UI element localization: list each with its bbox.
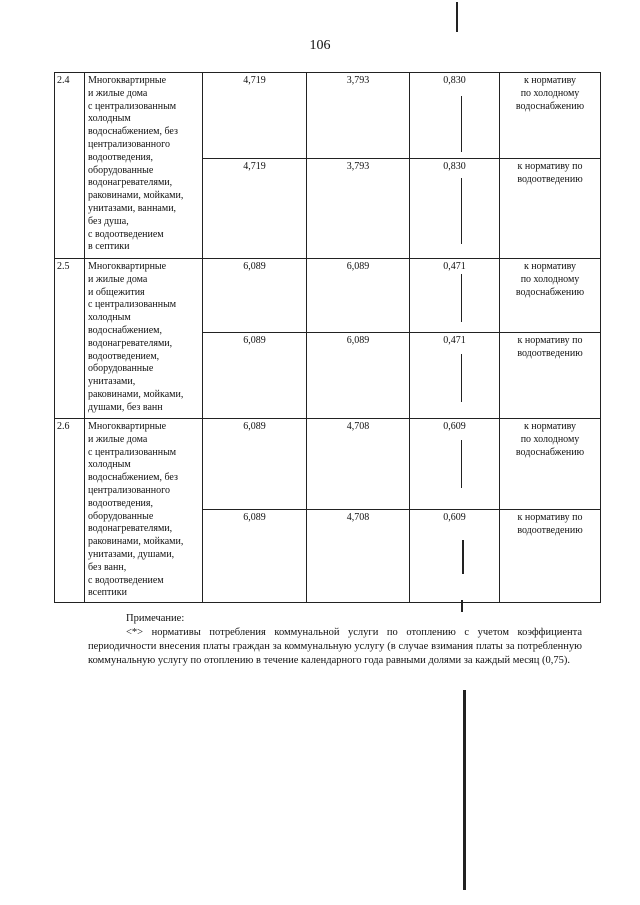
value-cell: 6,089: [203, 259, 307, 333]
page-number: 106: [309, 38, 331, 53]
scan-streak: [456, 2, 458, 32]
basis-cell: [500, 510, 601, 603]
table-row: [55, 259, 601, 333]
scan-streak: [461, 274, 462, 322]
norms-table: [54, 72, 601, 603]
row-number: 2.4: [55, 73, 85, 259]
scan-streak: [461, 440, 462, 488]
value-cell: 6,089: [203, 333, 307, 419]
note-text: <*> нормативы потребления коммунальной услуги по отоплению с учетом коэффициента периодичности внесения платы граждан за коммунальную услугу (в случае взимания платы за потребленную коммунальную услугу по отоплению в течение календарного года равными долями за каждый месяц (0,75).: [88, 627, 582, 666]
basis-text: к нормативу по водоотведению: [517, 161, 583, 185]
value-cell: 6,089: [307, 333, 410, 419]
basis-cell: [500, 333, 601, 419]
basis-text: к нормативу по водоотведению: [517, 512, 583, 536]
basis-cell: [500, 259, 601, 333]
row-description: [85, 259, 203, 419]
basis-cell: [500, 419, 601, 510]
value-cell: 6,089: [203, 419, 307, 510]
row-description: [85, 419, 203, 603]
row-number: 2.5: [55, 259, 85, 419]
description-text: Многоквартирные и жилые дома с централизованным холодным водоснабжением, без централизованного водоотведения, оборудованные водонагревателями, раковинами, мойками, унитазами, душами, без ванн, с водоотведением всептики: [88, 421, 184, 599]
value-cell: 6,089: [307, 259, 410, 333]
value-cell: 0,471: [410, 259, 500, 333]
value-cell: 3,793: [307, 73, 410, 159]
note-title: Примечание:: [126, 613, 185, 624]
description-text: Многоквартирные и жилые дома с централизованным холодным водоснабжением, без централизованного водоотведения, оборудованные водонагревателями, раковинами, мойками, унитазами, ваннами, без душа, с водоотведением в септики: [88, 75, 184, 253]
value-cell: 4,719: [203, 73, 307, 159]
scan-streak: [461, 354, 462, 402]
scan-streak: [461, 178, 462, 244]
value-cell: 0,609: [410, 419, 500, 510]
basis-text: к нормативу по холодному водоснабжению: [515, 421, 585, 458]
value-cell: 3,793: [307, 159, 410, 259]
basis-text: к нормативу по холодному водоснабжению: [515, 261, 585, 298]
basis-text: к нормативу по холодному водоснабжению: [515, 75, 585, 112]
value-cell: 4,719: [203, 159, 307, 259]
table-row: [55, 73, 601, 159]
value-cell: 6,089: [203, 510, 307, 603]
value-cell: 4,708: [307, 419, 410, 510]
scan-streak: [462, 540, 464, 574]
notes-section: [88, 612, 582, 668]
scan-streak: [463, 690, 466, 890]
value-cell: 0,830: [410, 159, 500, 259]
scan-streak: [461, 600, 463, 612]
value-cell: 4,708: [307, 510, 410, 603]
basis-cell: [500, 73, 601, 159]
table-row: [55, 419, 601, 510]
scan-streak: [461, 96, 462, 152]
row-description: [85, 73, 203, 259]
description-text: Многоквартирные и жилые дома и общежития с централизованным холодным водоснабжением, водонагревателями, водоотведением, оборудованные унитазами, раковинами, мойками, душами, без ванн: [88, 261, 184, 413]
row-number: 2.6: [55, 419, 85, 603]
value-cell: 0,609: [410, 510, 500, 603]
basis-text: к нормативу по водоотведению: [517, 335, 583, 359]
value-cell: 0,471: [410, 333, 500, 419]
basis-cell: [500, 159, 601, 259]
value-cell: 0,830: [410, 73, 500, 159]
